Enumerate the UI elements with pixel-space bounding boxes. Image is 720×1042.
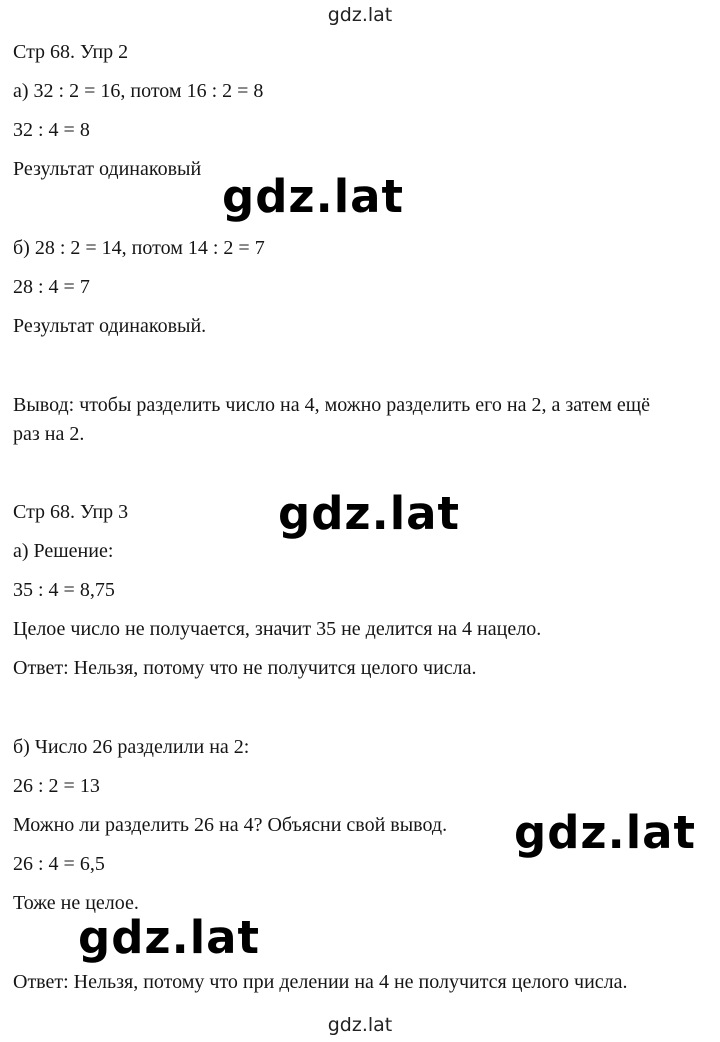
exercise-2-conclusion-line-2: раз на 2. [13,423,85,445]
exercise-3-part-a-label: а) Решение: [13,540,114,562]
exercise-3-part-a-calc: 35 : 4 = 8,75 [13,579,115,601]
watermark: gdz.lat [78,911,261,964]
watermark: gdz.lat [514,806,697,859]
header-watermark: gdz.lat [327,4,393,26]
watermark: gdz.lat [278,487,461,540]
exercise-2-part-b-result: Результат одинаковый. [13,315,207,337]
exercise-3-part-b-note: Тоже не целое. [13,892,139,914]
exercise-3-part-b-calc-2: 26 : 4 = 6,5 [13,853,105,875]
exercise-3-part-b-calc-1: 26 : 2 = 13 [13,775,100,797]
footer-watermark: gdz.lat [327,1014,393,1036]
exercise-2-conclusion-line-1: Вывод: чтобы разделить число на 4, можно разделить его на 2, а затем ещё [13,394,651,416]
exercise-2-part-a-check: 32 : 4 = 8 [13,119,90,141]
exercise-2-part-b-line: б) 28 : 2 = 14, потом 14 : 2 = 7 [13,237,265,259]
exercise-2-part-b-check: 28 : 4 = 7 [13,276,90,298]
exercise-2-title: Стр 68. Упр 2 [13,41,129,63]
exercise-3-part-a-answer: Ответ: Нельзя, потому что не получится целого числа. [13,657,477,679]
exercise-3-part-b-label: б) Число 26 разделили на 2: [13,736,250,758]
exercise-3-part-b-question: Можно ли разделить 26 на 4? Объясни свой вывод. [13,814,448,836]
watermark: gdz.lat [222,170,405,223]
exercise-2-part-a-line: а) 32 : 2 = 16, потом 16 : 2 = 8 [13,80,264,102]
exercise-2-part-a-result: Результат одинаковый [13,158,202,180]
exercise-3-title: Стр 68. Упр 3 [13,501,129,523]
exercise-3-part-b-answer: Ответ: Нельзя, потому что при делении на 4 не получится целого числа. [13,971,628,993]
exercise-3-part-a-note: Целое число не получается, значит 35 не делится на 4 нацело. [13,618,542,640]
